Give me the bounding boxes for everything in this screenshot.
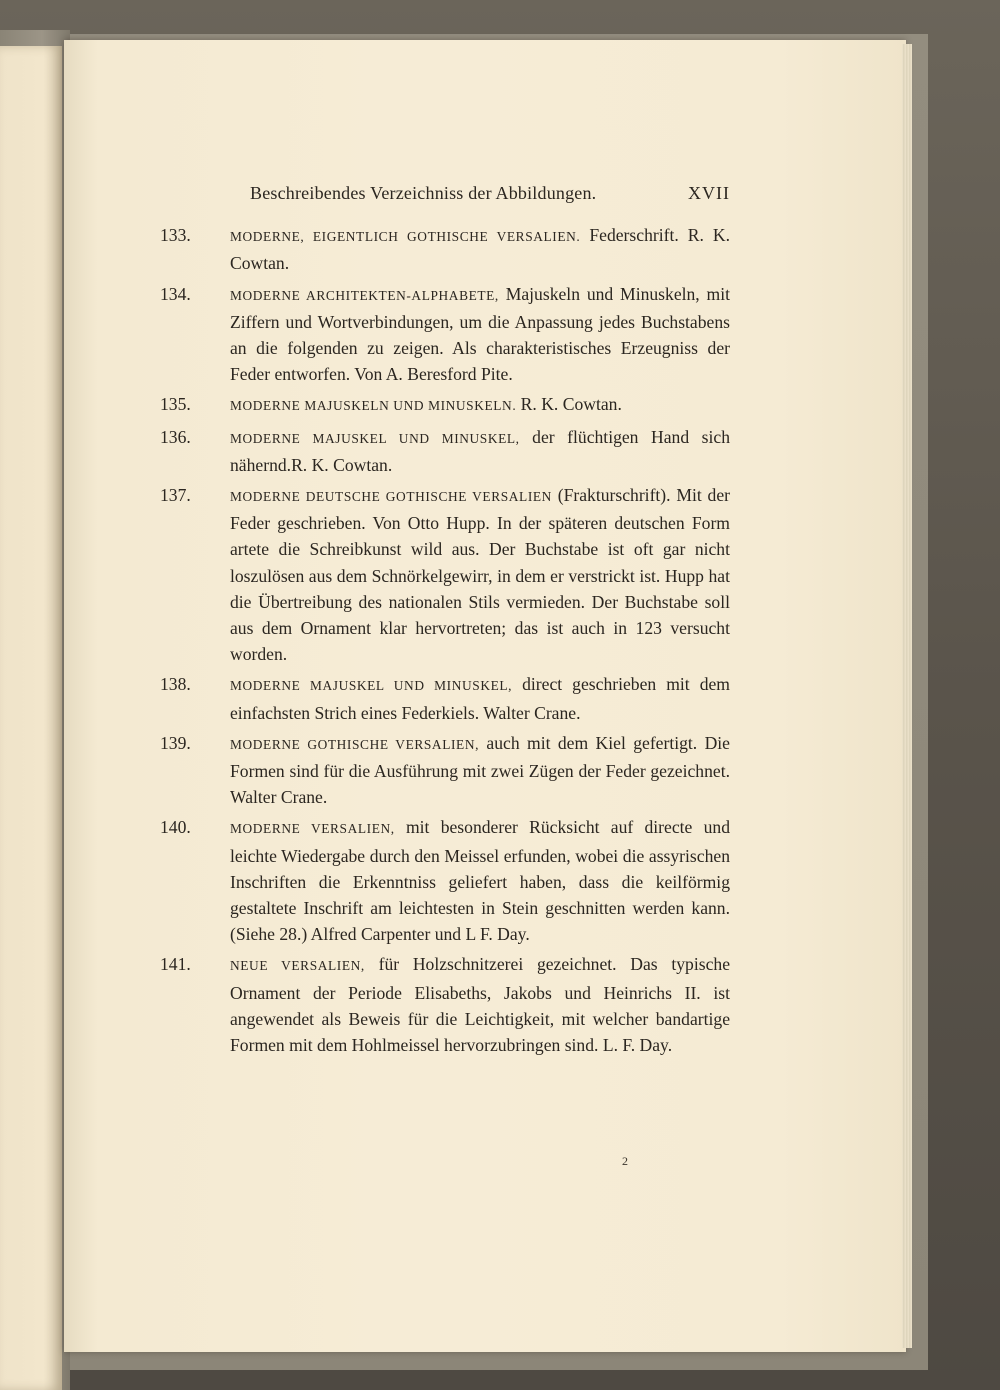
entry-text: auch mit dem Kiel gefertigt. Die Formen sind für die Ausführung mit zwei Zügen der Feder gezeichnet. Walter Crane. — [230, 732, 730, 808]
entry-133 — [160, 222, 730, 276]
left-page — [0, 46, 62, 1390]
entry-text: R. K. Cowtan. — [516, 394, 622, 415]
entry-caps: MODERNE DEUTSCHE GOTHISCHE VERSALIEN — [230, 489, 552, 505]
entry-caps: MODERNE MAJUSKEL UND MINUSKEL, — [230, 430, 520, 446]
entry-138 — [160, 671, 730, 725]
folio-signature: 2 — [622, 1154, 628, 1168]
entry-caps: MODERNE GOTHISCHE VERSALIEN, — [230, 736, 480, 752]
entry-139 — [160, 730, 730, 811]
entry-text: Federschrift. R. K. Cowtan. — [230, 225, 730, 274]
entry-number: 139. — [160, 732, 191, 753]
entry-number: 135. — [160, 394, 191, 415]
entry-134 — [160, 281, 730, 388]
entry-caps: MODERNE VERSALIEN, — [230, 821, 395, 837]
entry-number: 137. — [160, 485, 191, 506]
entry-text: direct geschrieben mit dem einfachsten Strich eines Federkiels. Walter Crane. — [230, 674, 730, 723]
entry-number: 141. — [160, 954, 191, 975]
entry-text: Majuskeln und Minuskeln, mit Ziffern und Wortverbindungen, um die Anpassung jedes Buchstabens an die folgenden zu zeigen. Als charakteristisches Erzeugniss der Feder entworfen. Von A. Beresford Pite. — [230, 283, 730, 385]
entry-caps: NEUE VERSALIEN, — [230, 958, 365, 974]
running-header — [250, 180, 730, 206]
entry-number: 133. — [160, 225, 191, 246]
page-text — [160, 180, 730, 1062]
entry-number: 140. — [160, 817, 191, 838]
entry-141 — [160, 951, 730, 1058]
entry-140 — [160, 814, 730, 947]
header-title: Beschreibendes Verzeichniss der Abbildungen. — [250, 183, 597, 203]
entry-text: mit besonderer Rücksicht auf directe und leichte Wiedergabe durch den Meissel erfunden, wobei die assyrischen Inschriften die Erkenntniss geliefert haben, dass die keilförmig gestaltete Inschrift am leichtesten in Stein geschnitten werden kann. (Siehe 28.) Alfred Carpenter und L F. Day. — [230, 817, 730, 945]
entry-caps: MODERNE MAJUSKEL UND MINUSKEL, — [230, 678, 513, 694]
entry-text: für Holzschnitzerei gezeichnet. Das typische Ornament der Periode Elisabeths, Jakobs und Heinrichs II. ist angewendet als Beweis für die Leichtigkeit, mit welcher bandartige Formen mit dem Hohlmeissel hervorzubringen sind. L. F. Day. — [230, 954, 730, 1056]
entry-number: 136. — [160, 426, 191, 447]
header-page-number: XVII — [688, 183, 730, 203]
entry-text: der flüchtigen Hand sich nähernd.R. K. Cowtan. — [230, 426, 730, 475]
entry-caps: MODERNE, EIGENTLICH GOTHISCHE VERSALIEN. — [230, 229, 581, 245]
entry-136 — [160, 424, 730, 478]
page-edges — [902, 44, 912, 1348]
entry-135 — [160, 391, 730, 419]
entry-caps: MODERNE ARCHITEKTEN-ALPHABETE, — [230, 287, 499, 303]
entry-caps: MODERNE MAJUSKELN UND MINUSKELN. — [230, 398, 517, 414]
entry-137 — [160, 482, 730, 667]
entry-number: 138. — [160, 674, 191, 695]
entry-text: (Frakturschrift). Mit der Feder geschrieben. Von Otto Hupp. In der späteren deutschen Form artete die Schreibkunst wild aus. Der Buchstabe ist oft gar nicht loszulösen aus dem Schnörkelgewirr, in dem er verstrickt ist. Hupp hat die Übertreibung des nationalen Stils vermieden. Der Buchstabe soll aus dem Ornament klar hervortreten; das ist auch in 123 versucht worden. — [230, 485, 730, 665]
entry-number: 134. — [160, 283, 191, 304]
